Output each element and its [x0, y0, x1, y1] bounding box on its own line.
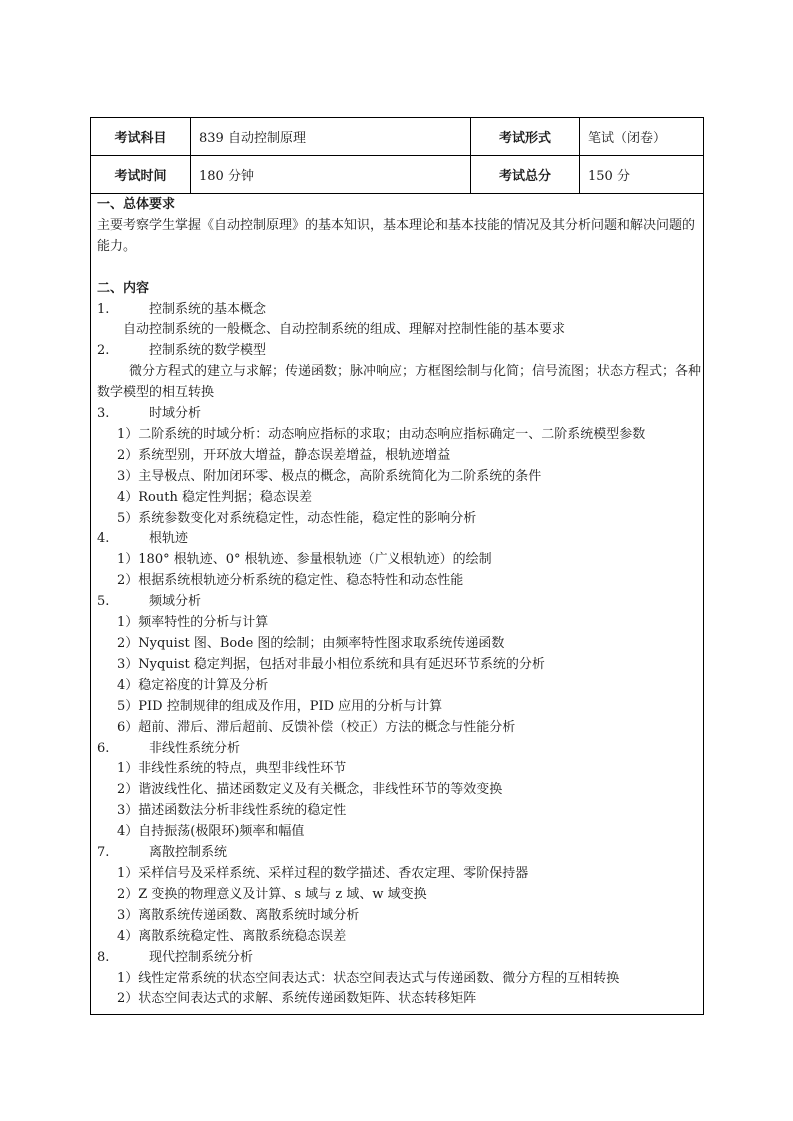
item-title: 控制系统的基本概念 — [149, 301, 267, 317]
score-value: 150 分 — [580, 156, 704, 194]
sub-item: 3）描述函数法分析非线性系统的稳定性 — [117, 803, 347, 819]
sub-item: 2）根据系统根轨迹分析系统的稳定性、稳态特性和动态性能 — [117, 573, 464, 589]
sub-item: 3）离散系统传递函数、离散系统时域分析 — [117, 907, 360, 923]
sub-item: 6）超前、滞后、滞后超前、反馈补偿（校正）方法的概念与性能分析 — [117, 719, 516, 735]
sub-item: 4）稳定裕度的计算及分析 — [117, 677, 269, 693]
sub-item: 2）Z 变换的物理意义及计算、s 域与 z 域、w 域变换 — [117, 886, 427, 902]
sub-item: 2）Nyquist 图、Bode 图的绘制；由频率特性图求取系统传递函数 — [117, 636, 505, 652]
sub-item: 3）主导极点、附加闭环零、极点的概念，高阶系统简化为二阶系统的条件 — [117, 468, 542, 484]
item-number: 6. — [97, 740, 110, 756]
sub-item: 2）谐波线性化、描述函数定义及有关概念，非线性环节的等效变换 — [117, 782, 503, 798]
content-item-heading — [97, 404, 701, 425]
subject-value: 839 自动控制原理 — [191, 118, 471, 156]
sub-item: 1）线性定常系统的状态空间表达式：状态空间表达式与传递函数、微分方程的互相转换 — [117, 970, 620, 986]
time-value: 180 分钟 — [191, 156, 471, 194]
sub-item: 1）非线性系统的特点，典型非线性环节 — [117, 761, 347, 777]
content-item-heading — [97, 948, 701, 969]
item-title: 根轨迹 — [149, 531, 189, 547]
sub-item: 1）180° 根轨迹、0° 根轨迹、参量根轨迹（广义根轨迹）的绘制 — [117, 552, 492, 568]
item-title: 离散控制系统 — [149, 845, 228, 861]
content-item-heading — [97, 843, 701, 864]
section-title-content: 二、内容 — [97, 280, 150, 296]
blank-line — [97, 258, 701, 279]
content-cell — [91, 194, 704, 1015]
item-title: 时域分析 — [149, 406, 202, 422]
sub-item: 3）Nyquist 稳定判据，包括对非最小相位系统和具有延迟环节系统的分析 — [117, 656, 545, 672]
content-item-heading — [97, 529, 701, 550]
sub-item: 1）二阶系统的时域分析：动态响应指标的求取；由动态响应指标确定一、二阶系统模型参数 — [117, 426, 646, 442]
item-number: 3. — [97, 406, 110, 422]
item-description: 自动控制系统的一般概念、自动控制系统的组成、理解对控制性能的基本要求 — [123, 322, 566, 338]
item-number: 8. — [97, 949, 110, 965]
item-number: 7. — [97, 845, 110, 861]
sub-item: 4）Routh 稳定性判据；稳态误差 — [117, 489, 312, 505]
item-title: 控制系统的数学模型 — [149, 343, 267, 359]
item-title: 现代控制系统分析 — [149, 949, 254, 965]
item-number: 4. — [97, 531, 110, 547]
subject-label: 考试科目 — [91, 118, 191, 156]
exam-syllabus-table — [90, 117, 704, 1015]
header-row-time — [91, 156, 704, 194]
content-row — [91, 194, 704, 1015]
item-description: 微分方程式的建立与求解；传递函数；脉冲响应；方框图绘制与化简；信号流图；状态方程式；各种数学模型的相互转换 — [97, 364, 702, 401]
content-item-heading — [97, 341, 701, 362]
sub-item: 4）离散系统稳定性、离散系统稳态误差 — [117, 928, 347, 944]
item-number: 5. — [97, 594, 110, 610]
content-item-heading — [97, 300, 701, 321]
format-value: 笔试（闭卷） — [580, 118, 704, 156]
sub-item: 5）系统参数变化对系统稳定性，动态性能，稳定性的影响分析 — [117, 510, 477, 526]
item-number: 1. — [97, 301, 110, 317]
sub-item: 1）采样信号及采样系统、采样过程的数学描述、香农定理、零阶保持器 — [117, 865, 529, 881]
format-label: 考试形式 — [471, 118, 580, 156]
item-title: 非线性系统分析 — [149, 740, 241, 756]
content-item-heading — [97, 739, 701, 760]
sub-item: 1）频率特性的分析与计算 — [117, 615, 269, 631]
header-row-subject — [91, 118, 704, 156]
content-item-heading — [97, 592, 701, 613]
item-number: 2. — [97, 343, 110, 359]
sub-item: 2）系统型别，开环放大增益，静态误差增益，根轨迹增益 — [117, 447, 451, 463]
item-title: 频域分析 — [149, 594, 202, 610]
time-label: 考试时间 — [91, 156, 191, 194]
section-title-general: 一、总体要求 — [97, 197, 176, 212]
sub-item: 4）自持振荡(极限环)频率和幅值 — [117, 824, 305, 840]
sub-item: 5）PID 控制规律的组成及作用，PID 应用的分析与计算 — [117, 698, 443, 714]
content-items-list — [97, 300, 701, 1011]
score-label: 考试总分 — [471, 156, 580, 194]
sub-item: 2）状态空间表达式的求解、系统传递函数矩阵、状态转移矩阵 — [117, 991, 477, 1007]
section-general-text: 主要考察学生掌握《自动控制原理》的基本知识，基本理论和基本技能的情况及其分析问题和解决问题的能力。 — [97, 217, 696, 254]
